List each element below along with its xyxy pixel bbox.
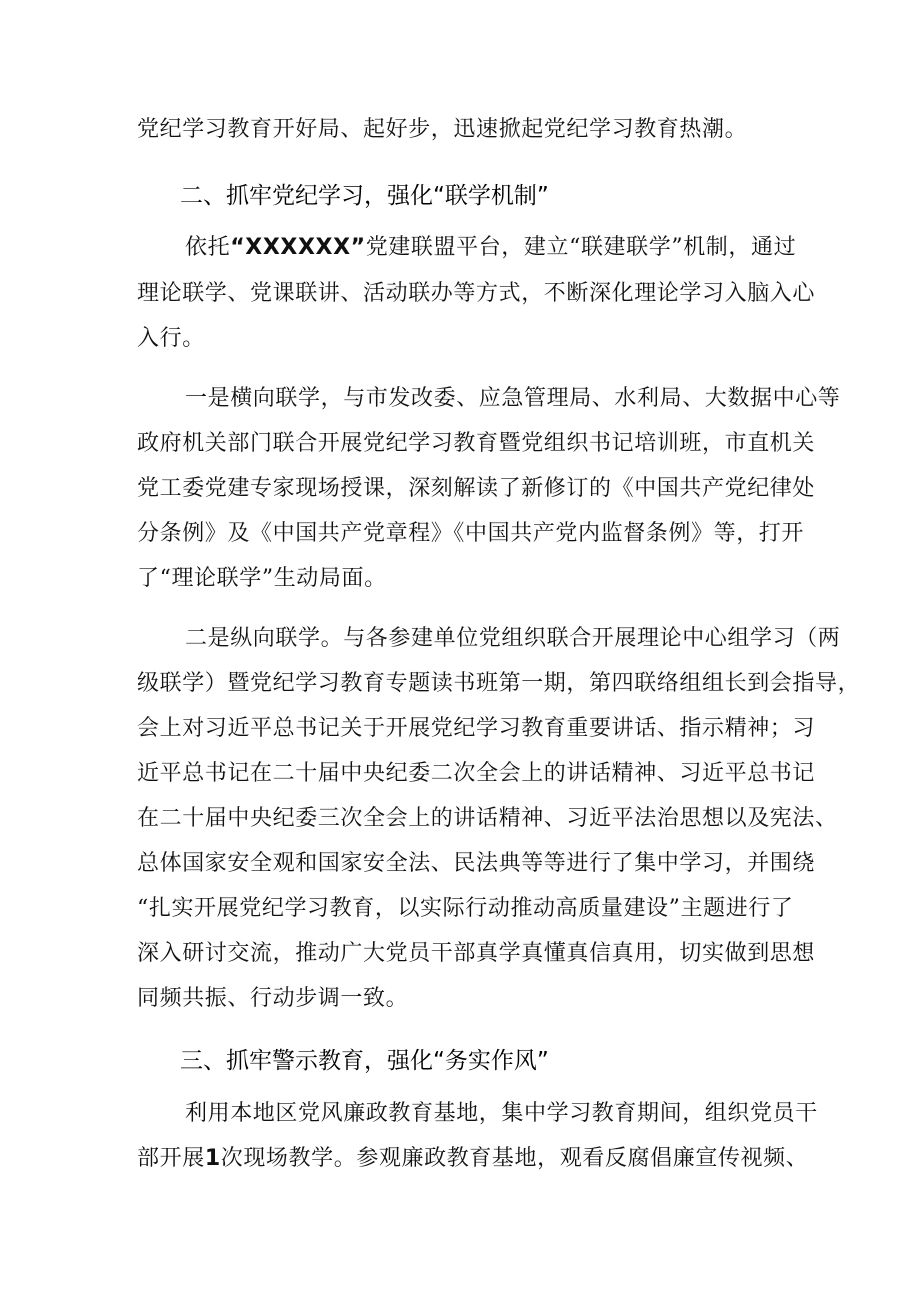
section-2-paragraph-2-line-4: 分条例》及《中国共产党章程》《中国共产党内监督条例》等，打开	[137, 521, 805, 546]
section-2-paragraph-3-line-2: 级联学）暨党纪学习教育专题读书班第一期，第四联络组组长到会指导，	[137, 671, 861, 696]
bold-placeholder: “XXXXXX”	[230, 235, 366, 260]
section-2-paragraph-1-line-1	[185, 233, 845, 263]
section-2-paragraph-2-line-2: 政府机关部门联合开展党纪学习教育暨党组织书记培训班，市直机关	[137, 431, 816, 456]
section-2-paragraph-3-line-3: 会上对习近平总书记关于开展党纪学习教育重要讲话、指示精神；习	[137, 716, 816, 741]
text-run: 部开展	[137, 1146, 205, 1171]
section-3-heading: 三、抓牢警示教育，强化“务实作风”	[180, 1048, 549, 1074]
section-2-paragraph-3-line-1: 二是纵向联学。与各参建单位党组织联合开展理论中心组学习（两	[185, 626, 841, 651]
section-2-paragraph-1-line-2: 理论联学、党课联讲、活动联办等方式，不断深化理论学习入脑入心	[137, 281, 816, 306]
section-2-paragraph-2-line-5: 了“理论联学”生动局面。	[137, 566, 387, 591]
section-2-paragraph-2-line-1: 一是横向联学，与市发改委、应急管理局、水利局、大数据中心等	[185, 386, 841, 411]
section-2-paragraph-3-line-7: “扎实开展党纪学习教育，以实际行动推动高质量建设”主题进行了	[137, 896, 794, 921]
section-2-paragraph-3-line-4: 近平总书记在二十届中央纪委二次全会上的讲话精神、习近平总书记	[137, 761, 816, 786]
section-3-paragraph-1-line-1: 利用本地区党风廉政教育基地，集中学习教育期间，组织党员干	[185, 1101, 818, 1126]
section-2-heading: 二、抓牢党纪学习，强化“联学机制”	[180, 183, 549, 209]
section-2-paragraph-3-line-6: 总体国家安全观和国家安全法、民法典等等进行了集中学习，并围绕	[137, 851, 816, 876]
section-2-paragraph-1-line-3: 入行。	[137, 326, 205, 351]
bold-number: 1	[204, 1146, 221, 1171]
section-2-paragraph-3-line-9: 同频共振、行动步调一致。	[137, 986, 409, 1011]
text-run: 党建联盟平台，建立“联建联学”机制，通过	[365, 235, 797, 260]
intro-line: 党纪学习教育开好局、起好步，迅速掀起党纪学习教育热潮。	[137, 117, 748, 142]
section-2-paragraph-2-line-3: 党工委党建专家现场授课，深刻解读了新修订的《中国共产党纪律处	[137, 476, 816, 501]
section-2-paragraph-3-line-5: 在二十届中央纪委三次全会上的讲话精神、习近平法治思想以及宪法、	[137, 806, 838, 831]
text-run: 次现场教学。参观廉政教育基地，观看反腐倡廉宣传视频、	[220, 1146, 809, 1171]
text-run: 依托	[185, 235, 231, 260]
section-2-paragraph-3-line-8: 深入研讨交流，推动广大党员干部真学真懂真信真用，切实做到思想	[137, 941, 816, 966]
section-3-paragraph-1-line-2	[137, 1144, 809, 1174]
